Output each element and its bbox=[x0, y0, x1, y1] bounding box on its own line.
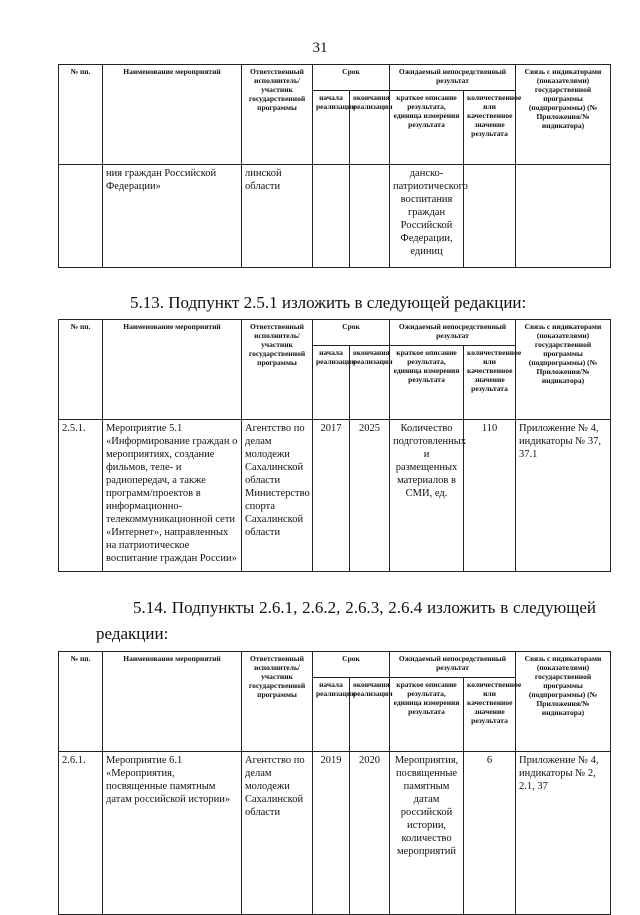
header-expected: Ожидаемый непосредственный результат bbox=[390, 652, 516, 678]
cell-name: Мероприятие 5.1 «Информирование граждан о мероприятиях, создание фильмов, теле- и радиопередач, а также программ/проектов в информационно-телекоммуникационной сети «Интернет», направленных на патриотическое воспитание граждан России» bbox=[103, 420, 242, 572]
page-number: 31 bbox=[312, 40, 328, 56]
heading-5-14-line2: редакции: bbox=[96, 624, 169, 643]
table-2-5-1 bbox=[58, 319, 611, 572]
table-row bbox=[59, 420, 611, 572]
header-term-start: начала реализации bbox=[313, 91, 350, 165]
cell-name: Мероприятие 6.1 «Мероприятия, посвященные памятным датам российской истории» bbox=[103, 752, 242, 915]
header-num: № пп. bbox=[59, 65, 103, 165]
table-row bbox=[59, 165, 611, 268]
header-link: Связь с индикаторами (показателями) государственной программы (подпрограммы) (№ Приложения/№ индикатора) bbox=[516, 65, 611, 165]
responsible-1: Агентство по делам молодежи Сахалинской области bbox=[245, 423, 305, 486]
header-term: Срок bbox=[313, 320, 390, 346]
header-term: Срок bbox=[313, 652, 390, 678]
cell-desc: Мероприятия, посвященные памятным датам российской истории, количество мероприятий bbox=[390, 752, 464, 915]
header-term-end: окончания реализации bbox=[350, 346, 390, 420]
header-expected-desc: краткое описание результата, единица измерения результата bbox=[390, 91, 464, 165]
cell-start bbox=[313, 165, 350, 268]
cell-responsible: линской области bbox=[242, 165, 313, 268]
cell-desc: данско-патриотического воспитания граждан Российской Федерации, единиц bbox=[390, 165, 464, 268]
cell-value bbox=[464, 165, 516, 268]
cell-start: 2017 bbox=[313, 420, 350, 572]
header-num: № пп. bbox=[59, 320, 103, 420]
cell-start: 2019 bbox=[313, 752, 350, 915]
header-term-start: начала реализации bbox=[313, 346, 350, 420]
header-term-end: окончания реализации bbox=[350, 91, 390, 165]
cell-link: Приложение № 4, индикаторы № 2, 2.1, 37 bbox=[516, 752, 611, 915]
header-term-start: начала реализации bbox=[313, 678, 350, 752]
cell-responsible: Агентство по делам молодежи Сахалинской области bbox=[242, 752, 313, 915]
header-link: Связь с индикаторами (показателями) государственной программы (подпрограммы) (№ Приложения/№ индикатора) bbox=[516, 652, 611, 752]
header-name: Наименование мероприятий bbox=[103, 320, 242, 420]
cell-end: 2020 bbox=[350, 752, 390, 915]
cell-responsible bbox=[242, 420, 313, 572]
header-term-end: окончания реализации bbox=[350, 678, 390, 752]
cell-desc: Количество подготовленных и размещенных материалов в СМИ, ед. bbox=[390, 420, 464, 572]
header-responsible: Ответственный исполнитель/участник государственной программы bbox=[242, 320, 313, 420]
header-expected-value: количественное или качественное значение результата bbox=[464, 346, 516, 420]
cell-end bbox=[350, 165, 390, 268]
header-expected-desc: краткое описание результата, единица измерения результата bbox=[390, 678, 464, 752]
header-expected-value: количественное или качественное значение результата bbox=[464, 678, 516, 752]
header-name: Наименование мероприятий bbox=[103, 65, 242, 165]
heading-5-14-line1: 5.14. Подпункты 2.6.1, 2.6.2, 2.6.3, 2.6.4 изложить в следующей bbox=[133, 598, 596, 617]
header-num: № пп. bbox=[59, 652, 103, 752]
responsible-2: Министерство спорта Сахалинской области bbox=[245, 488, 310, 538]
cell-name: ния граждан Российской Федерации» bbox=[103, 165, 242, 268]
cell-num bbox=[59, 165, 103, 268]
cell-end: 2025 bbox=[350, 420, 390, 572]
header-expected-desc: краткое описание результата, единица измерения результата bbox=[390, 346, 464, 420]
header-expected-value: количественное или качественное значение результата bbox=[464, 91, 516, 165]
header-responsible: Ответственный исполнитель/участник государственной программы bbox=[242, 652, 313, 752]
cell-link bbox=[516, 165, 611, 268]
cell-link: Приложение № 4, индикаторы № 37, 37.1 bbox=[516, 420, 611, 572]
table-continuation bbox=[58, 64, 611, 268]
header-link: Связь с индикаторами (показателями) государственной программы (подпрограммы) (№ Приложения/№ индикатора) bbox=[516, 320, 611, 420]
heading-5-13: 5.13. Подпункт 2.5.1 изложить в следующей редакции: bbox=[130, 293, 527, 312]
cell-num: 2.6.1. bbox=[59, 752, 103, 915]
header-responsible: Ответственный исполнитель/участник государственной программы bbox=[242, 65, 313, 165]
table-row bbox=[59, 752, 611, 915]
cell-num: 2.5.1. bbox=[59, 420, 103, 572]
header-expected: Ожидаемый непосредственный результат bbox=[390, 65, 516, 91]
cell-value: 6 bbox=[464, 752, 516, 915]
header-expected: Ожидаемый непосредственный результат bbox=[390, 320, 516, 346]
table-2-6-1 bbox=[58, 651, 611, 915]
cell-value: 110 bbox=[464, 420, 516, 572]
header-name: Наименование мероприятий bbox=[103, 652, 242, 752]
header-term: Срок bbox=[313, 65, 390, 91]
